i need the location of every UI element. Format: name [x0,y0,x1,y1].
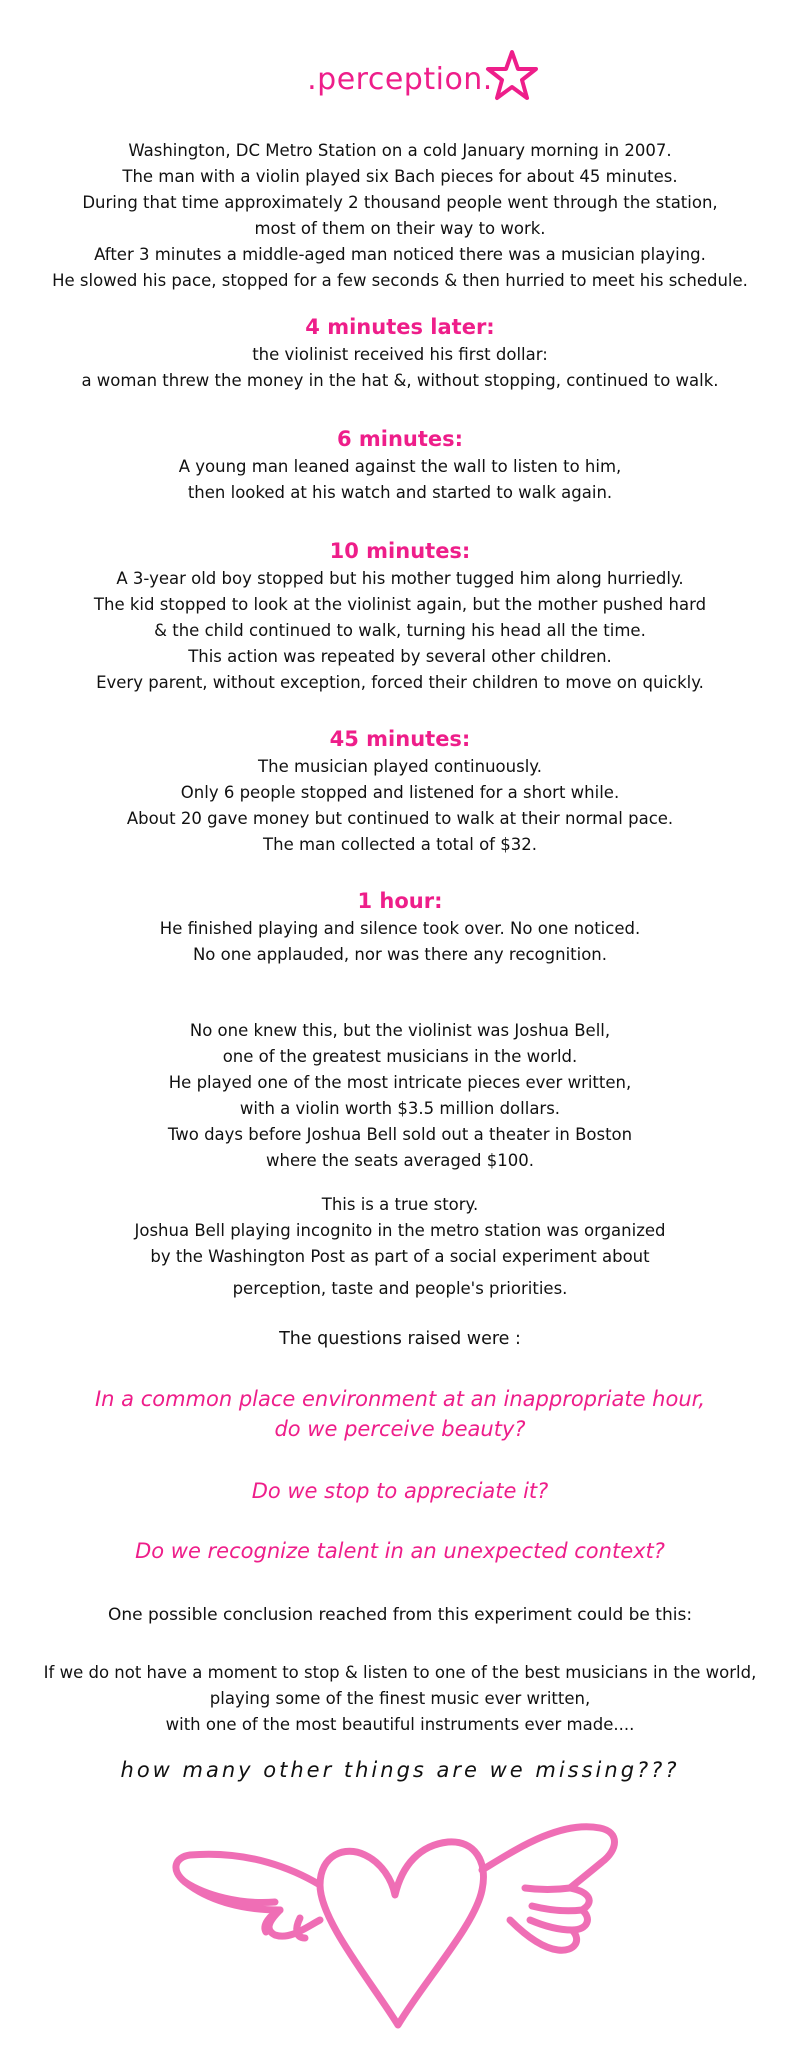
conclusion-line: with one of the most beautiful instruments ever made.... [165,1715,635,1734]
conclusion-line: If we do not have a moment to stop & listen to one of the best musicians in the world, [43,1663,757,1682]
reveal-block [0,1018,800,1174]
section-4-minutes [0,312,800,394]
reveal-line: with a violin worth $3.5 million dollars. [239,1099,561,1118]
question-text [0,1384,800,1444]
intro-block [0,138,800,294]
true-story-last-block [0,1276,800,1302]
section-line: Only 6 people stopped and listened for a short while. [180,783,620,802]
question-line: do we perceive beauty? [274,1417,526,1441]
true-story-block [0,1192,800,1270]
conclusion-intro: One possible conclusion reached from this experiment could be this: [107,1605,693,1625]
questions-intro: The questions raised were : [279,1329,521,1349]
section-line: The man collected a total of $32. [263,835,537,854]
star-icon [484,48,540,104]
reveal-line: Two days before Joshua Bell sold out a theater in Boston [167,1125,633,1144]
question-line: Do we stop to appreciate it? [251,1479,549,1503]
intro-paragraph [0,138,800,294]
section-1-hour [0,886,800,968]
section-line: then looked at his watch and started to walk again. [187,483,613,502]
title-area [0,48,800,108]
section-heading: 10 minutes: [329,539,471,563]
question-line: In a common place environment at an inappropriate hour, [94,1387,706,1411]
intro-line: After 3 minutes a middle-aged man noticed there was a musician playing. [94,245,706,264]
true-story-line: This is a true story. [321,1195,479,1214]
section-line: No one applauded, nor was there any recognition. [192,945,608,964]
section-line: The kid stopped to look at the violinist again, but the mother pushed hard [93,595,707,614]
section-line: A young man leaned against the wall to listen to him, [178,457,622,476]
intro-line: He slowed his pace, stopped for a few seconds & then hurried to meet his schedule. [52,271,748,290]
reveal-line: No one knew this, but the violinist was Joshua Bell, [189,1021,611,1040]
winged-heart-drawing [170,1810,630,2040]
section-line: A 3-year old boy stopped but his mother tugged him along hurriedly. [116,569,684,588]
intro-line: most of them on their way to work. [254,219,546,238]
reveal-paragraph [0,1018,800,1174]
reveal-line: where the seats averaged $100. [266,1151,534,1170]
section-45-minutes [0,724,800,858]
section-heading: 45 minutes: [329,727,471,751]
section-line: He finished playing and silence took over. No one noticed. [159,919,641,938]
section-line: Every parent, without exception, forced their children to move on quickly. [96,673,704,692]
section-paragraph [0,754,800,858]
question-3 [0,1536,800,1566]
intro-line: The man with a violin played six Bach pieces for about 45 minutes. [122,167,678,186]
section-line: the violinist received his first dollar: [252,345,548,364]
section-paragraph [0,454,800,506]
question-text [0,1536,800,1566]
conclusion-line: playing some of the finest music ever written, [209,1689,591,1708]
true-story-line: Joshua Bell playing incognito in the metro station was organized [134,1221,666,1240]
section-line: The musician played continuously. [258,757,542,776]
section-heading: 4 minutes later: [305,315,495,339]
section-line: About 20 gave money but continued to walk at their normal pace. [126,809,674,828]
section-6-minutes [0,424,800,506]
winged-heart-icon [170,1810,630,2040]
intro-line: During that time approximately 2 thousand people went through the station, [82,193,718,212]
intro-line: Washington, DC Metro Station on a cold January morning in 2007. [128,141,672,160]
true-story-last-line: perception, taste and people's priorities. [232,1279,568,1298]
conclusion-intro-block [0,1602,800,1628]
question-2 [0,1476,800,1506]
conclusion-block [0,1660,800,1738]
section-paragraph [0,916,800,968]
question-line: Do we recognize talent in an unexpected context? [135,1539,665,1563]
question-1 [0,1384,800,1444]
true-story-paragraph [0,1192,800,1270]
conclusion-paragraph [0,1660,800,1738]
page-title: .perception. [307,62,493,97]
section-paragraph [0,566,800,696]
section-line: This action was repeated by several other children. [188,647,612,666]
section-line: & the child continued to walk, turning his head all the time. [154,621,646,640]
section-10-minutes [0,536,800,696]
question-text [0,1476,800,1506]
reveal-line: one of the greatest musicians in the world. [222,1047,578,1066]
closing-block [0,1758,800,1782]
reveal-line: He played one of the most intricate pieces ever written, [168,1073,632,1092]
section-paragraph [0,342,800,394]
section-heading: 6 minutes: [336,427,464,451]
true-story-line: by the Washington Post as part of a social experiment about [150,1247,650,1266]
closing-line: how many other things are we missing??? [120,1758,680,1782]
section-line: a woman threw the money in the hat &, without stopping, continued to walk. [81,371,719,390]
section-heading: 1 hour: [357,889,443,913]
questions-intro-block [0,1326,800,1352]
